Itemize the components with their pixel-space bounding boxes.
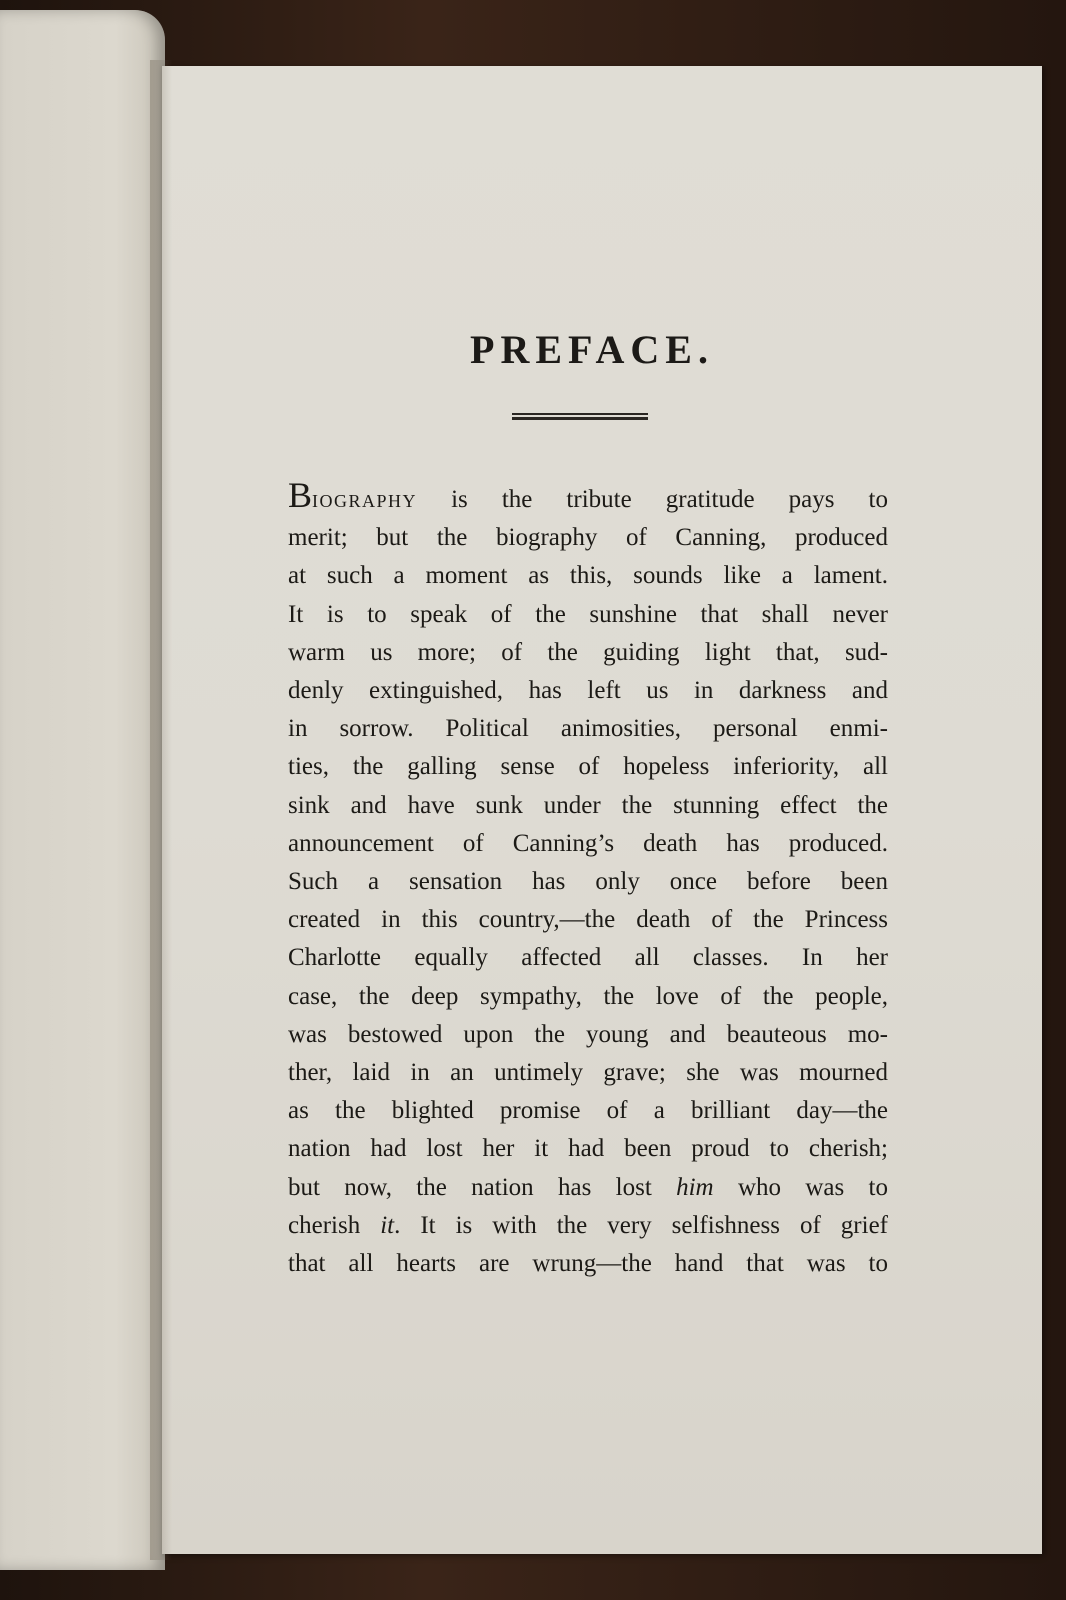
text-line-1: Biography is the tribute gratitude pays to (288, 475, 888, 515)
italic-word: it (380, 1211, 395, 1239)
text-line: but now, the nation has lost him who was to (288, 1173, 888, 1201)
text-line: Charlotte equally affected all classes. In her (288, 944, 888, 972)
text-line: was bestowed upon the young and beauteous mo- (288, 1020, 888, 1048)
right-page (162, 66, 1042, 1554)
text-line: case, the deep sympathy, the love of the people, (288, 982, 888, 1010)
text-line: announcement of Canning’s death has produced. (288, 829, 888, 857)
page-title: PREFACE. (470, 327, 714, 372)
text-line: ties, the galling sense of hopeless inferiority, all (288, 753, 888, 781)
text-line: denly extinguished, has left us in darkness and (288, 677, 888, 705)
text-line: ther, laid in an untimely grave; she was mourned (288, 1059, 888, 1087)
italic-word: him (676, 1173, 714, 1201)
text-line: created in this country,—the death of the Princess (288, 906, 888, 934)
text-line: It is to speak of the sunshine that shall never (288, 600, 888, 628)
small-caps-word: iography (312, 486, 418, 513)
text-line: at such a moment as this, sounds like a lament. (288, 562, 888, 590)
text-line: in sorrow. Political animosities, personal enmi- (288, 715, 888, 743)
preface-body (288, 476, 888, 1283)
text-line: that all hearts are wrung—the hand that was to (288, 1250, 888, 1278)
text-line: nation had lost her it had been proud to cherish; (288, 1135, 888, 1163)
text-line: merit; but the biography of Canning, produced (288, 524, 888, 552)
text-line: as the blighted promise of a brilliant day—the (288, 1097, 888, 1125)
left-page-edge (0, 10, 165, 1570)
text-line: warm us more; of the guiding light that, sud- (288, 638, 888, 666)
text-line: sink and have sunk under the stunning effect the (288, 791, 888, 819)
title-rule-thick (512, 417, 648, 420)
text-line: cherish it. It is with the very selfishness of grief (288, 1211, 888, 1239)
drop-capital: B (288, 475, 313, 515)
title-rule-thin (512, 413, 648, 415)
book-gutter-shadow (150, 60, 172, 1560)
text-line: Such a sensation has only once before been (288, 868, 888, 896)
